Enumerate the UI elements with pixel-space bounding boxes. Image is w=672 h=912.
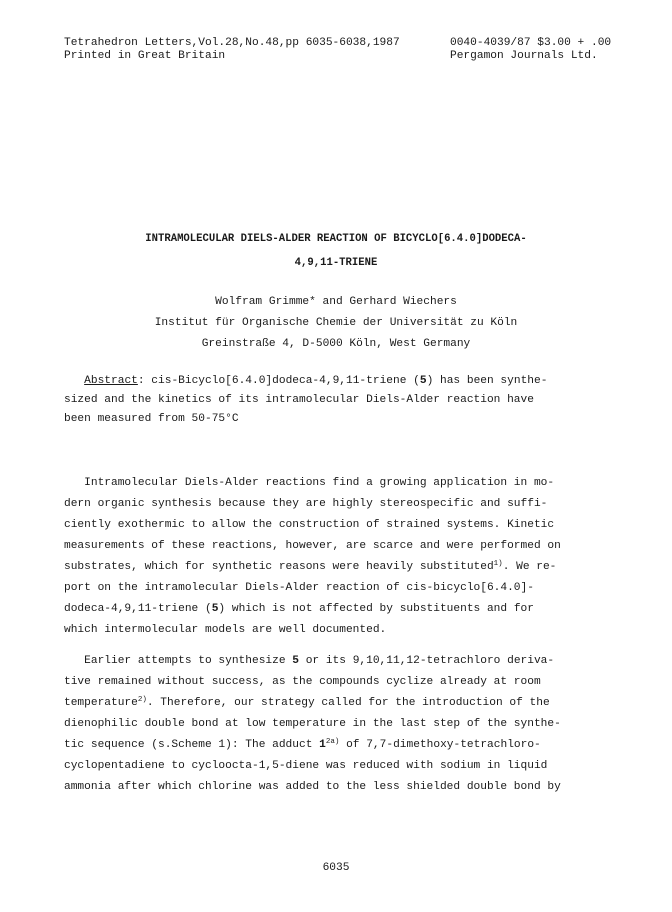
abstract (64, 372, 624, 429)
text-segment: . Therefore, our strategy called for the introduction of the (146, 697, 550, 709)
article-title-line-2: 4,9,11-TRIENE (294, 257, 378, 269)
text-segment: substrates, which for synthetic reasons were heavily substituted (64, 561, 494, 573)
compound-number: 5 (419, 375, 427, 387)
journal-citation: Tetrahedron Letters,Vol.28,No.48,pp 6035-6038,1987 (64, 37, 400, 49)
paragraph-1 (64, 473, 624, 641)
text-line: tive remained without success, as the compounds cyclize already at room (64, 676, 541, 688)
compound-number: 1 (319, 739, 326, 751)
text-segment: of 7,7-dimethoxy-tetrachloro- (339, 739, 541, 751)
text-segment: . We re- (502, 561, 557, 573)
paragraph-2 (64, 651, 624, 798)
text-segment: tic sequence (s.Scheme 1): The adduct (64, 739, 320, 751)
author-names: Wolfram Grimme* and Gerhard Wiechers (215, 296, 457, 308)
text-line: measurements of these reactions, however, are scarce and were performed on (64, 540, 561, 552)
abstract-text: : cis-Bicyclo[6.4.0]dodeca-4,9,11-triene ( (137, 375, 420, 387)
text-line: ciently exothermic to allow the construction of strained systems. Kinetic (64, 519, 555, 531)
page-number: 6035 (322, 862, 350, 874)
publisher: Pergamon Journals Ltd. (450, 50, 598, 62)
compound-number: 5 (292, 655, 299, 667)
text-line: which intermolecular models are well documented. (64, 624, 387, 636)
abstract-line-3: been measured from 50-75°C (64, 413, 239, 425)
text-segment: Earlier attempts to synthesize (64, 655, 293, 667)
compound-number: 5 (211, 603, 219, 615)
text-line: cyclopentadiene to cycloocta-1,5-diene was reduced with sodium in liquid (64, 760, 548, 772)
article-title-line-1: INTRAMOLECULAR DIELS-ALDER REACTION OF BICYCLO[6.4.0]DODECA- (145, 233, 527, 245)
abstract-text: ) has been synthe- (426, 375, 548, 387)
abstract-label: Abstract (84, 375, 138, 387)
text-segment: or its 9,10,11,12-tetrachloro deriva- (298, 655, 555, 667)
text-segment: temperature (64, 697, 138, 709)
text-line: dienophilic double bond at low temperature in the last step of the synthe- (64, 718, 561, 730)
author-institute: Institut für Organische Chemie der Universität zu Köln (154, 317, 518, 329)
text-line (64, 599, 624, 620)
author-address: Greinstraße 4, D-5000 Köln, West Germany (201, 338, 471, 350)
printed-in: Printed in Great Britain (64, 50, 226, 62)
text-segment: ) which is not affected by substituents and for (218, 603, 534, 615)
text-line: ammonia after which chlorine was added to the less shielded double bond by (64, 781, 561, 793)
reference-mark: 2) (137, 696, 147, 704)
text-line: port on the intramolecular Diels-Alder reaction of cis-bicyclo[6.4.0]- (64, 582, 534, 594)
text-line (64, 557, 624, 578)
reference-mark: 2a) (325, 738, 340, 746)
abstract-line-2: sized and the kinetics of its intramolecular Diels-Alder reaction have (64, 394, 534, 406)
text-line: dern organic synthesis because they are highly stereospecific and suffi- (64, 498, 548, 510)
abstract-line-1 (64, 372, 624, 391)
text-line (64, 651, 624, 672)
text-line (64, 735, 624, 756)
text-segment: dodeca-4,9,11-triene ( (64, 603, 212, 615)
text-line (64, 693, 624, 714)
reference-mark: 1) (493, 560, 503, 568)
text-line: Intramolecular Diels-Alder reactions find a growing application in mo- (64, 477, 555, 489)
price-code: 0040-4039/87 $3.00 + .00 (450, 37, 612, 49)
